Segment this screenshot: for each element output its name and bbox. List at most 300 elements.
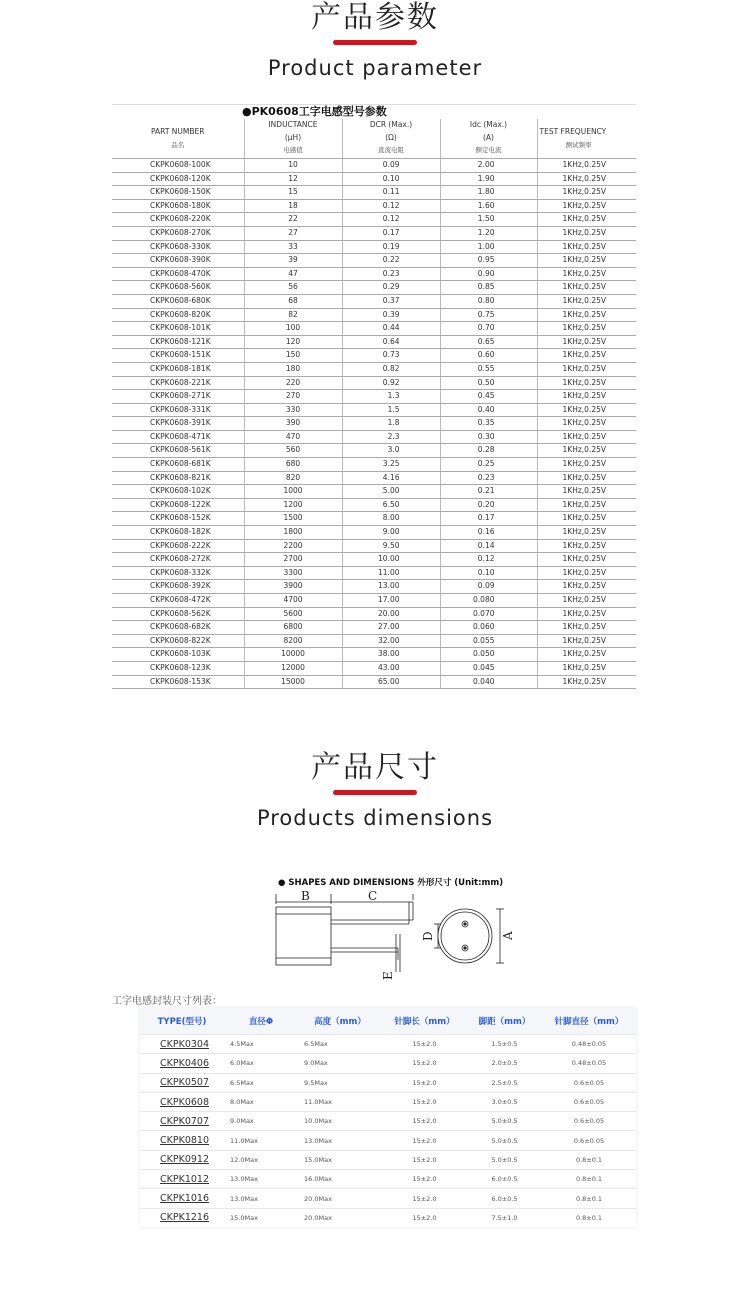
- cell-idc: 1.50: [440, 213, 537, 227]
- cell-inductance: 4700: [244, 594, 342, 608]
- cell-part-number: CKPK0608-123K: [112, 661, 244, 675]
- cell-idc: 0.75: [440, 308, 537, 322]
- table-row: [112, 376, 636, 390]
- header-pin-pitch: 脚距（mm）: [478, 1017, 531, 1027]
- cell-test-frequency: 1KHz,0.25V: [537, 376, 636, 390]
- cell-part-number: CKPK0608-100K: [112, 159, 244, 173]
- cell-idc: 1.90: [440, 172, 537, 186]
- table-row: [140, 1150, 636, 1169]
- drawing-title: ● SHAPES AND DIMENSIONS 外形尺寸 (Unit:mm): [278, 878, 504, 888]
- header-pin-diameter: 针脚直径（mm）: [554, 1017, 624, 1027]
- cell-idc: 0.25: [440, 458, 537, 472]
- cell-test-frequency: 1KHz,0.25V: [537, 458, 636, 472]
- cell-type[interactable]: CKPK0912: [140, 1150, 224, 1169]
- header-en: PART NUMBER: [151, 127, 205, 136]
- cell-inductance: 10: [244, 159, 342, 173]
- cell-pin-length: 15±2.0: [382, 1170, 467, 1189]
- cell-idc: 0.14: [440, 539, 537, 553]
- cell-idc: 0.50: [440, 376, 537, 390]
- cell-idc: 0.20: [440, 498, 537, 512]
- cell-inductance: 27: [244, 226, 342, 240]
- cell-idc: 0.09: [440, 580, 537, 594]
- cell-part-number: CKPK0608-272K: [112, 553, 244, 567]
- cell-part-number: CKPK0608-391K: [112, 417, 244, 431]
- table-row: [112, 322, 636, 336]
- cell-part-number: CKPK0608-820K: [112, 308, 244, 322]
- cell-idc: 0.055: [440, 634, 537, 648]
- dimensions-title-en: Products dimensions: [256, 806, 494, 830]
- cell-part-number: CKPK0608-102K: [112, 485, 244, 499]
- cell-part-number: CKPK0608-470K: [112, 267, 244, 281]
- cell-part-number: CKPK0608-153K: [112, 675, 244, 689]
- cell-part-number: CKPK0608-271K: [112, 390, 244, 404]
- dimensions-section-header: [0, 750, 750, 831]
- dimension-table-header-row: [140, 1008, 636, 1035]
- cell-dcr: 0.64: [342, 335, 440, 349]
- header-idc: [440, 119, 537, 159]
- cell-pin-diameter: 0.8±0.1: [542, 1150, 636, 1169]
- cell-idc: 0.080: [440, 594, 537, 608]
- cell-inductance: 820: [244, 471, 342, 485]
- cell-part-number: CKPK0608-182K: [112, 526, 244, 540]
- cell-height: 20.0Max: [298, 1189, 382, 1208]
- cell-type[interactable]: CKPK1016: [140, 1189, 224, 1208]
- dimension-table-body: [140, 1035, 636, 1227]
- header-en: Idc (Max.): [469, 120, 508, 129]
- cell-dcr: 1.3: [342, 390, 440, 404]
- cell-part-number: CKPK0608-681K: [112, 458, 244, 472]
- table-row: [112, 294, 636, 308]
- cell-pin-length: 15±2.0: [382, 1092, 467, 1111]
- cell-dcr: 9.00: [342, 526, 440, 540]
- header-cn: 电感值: [283, 146, 303, 154]
- cell-part-number: CKPK0608-122K: [112, 498, 244, 512]
- cell-idc: 0.40: [440, 403, 537, 417]
- cell-height: 10.0Max: [298, 1112, 382, 1131]
- cell-idc: 0.28: [440, 444, 537, 458]
- cell-part-number: CKPK0608-103K: [112, 648, 244, 662]
- cell-dcr: 13.00: [342, 580, 440, 594]
- cell-part-number: CKPK0608-332K: [112, 566, 244, 580]
- cell-test-frequency: 1KHz,0.25V: [537, 349, 636, 363]
- header-en: DCR (Max.): [369, 120, 413, 129]
- cell-idc: 0.045: [440, 661, 537, 675]
- table-row: [112, 281, 636, 295]
- cell-dcr: 0.17: [342, 226, 440, 240]
- cell-inductance: 3900: [244, 580, 342, 594]
- cell-inductance: 82: [244, 308, 342, 322]
- table-row: [112, 566, 636, 580]
- cell-test-frequency: 1KHz,0.25V: [537, 226, 636, 240]
- cell-test-frequency: 1KHz,0.25V: [537, 199, 636, 213]
- cell-diameter: 6.0Max: [224, 1054, 298, 1073]
- cell-part-number: CKPK0608-330K: [112, 240, 244, 254]
- table-row: [112, 621, 636, 635]
- cell-idc: 0.060: [440, 621, 537, 635]
- header-unit: (μH): [284, 132, 302, 142]
- cell-pin-length: 15±2.0: [382, 1131, 467, 1150]
- table-row: [112, 226, 636, 240]
- cell-test-frequency: 1KHz,0.25V: [537, 661, 636, 675]
- cell-dcr: 27.00: [342, 621, 440, 635]
- table-row: [112, 213, 636, 227]
- cell-test-frequency: 1KHz,0.25V: [537, 634, 636, 648]
- cell-dcr: 1.8: [342, 417, 440, 431]
- cell-inductance: 100: [244, 322, 342, 336]
- cell-test-frequency: 1KHz,0.25V: [537, 335, 636, 349]
- cell-type[interactable]: CKPK0810: [140, 1131, 224, 1150]
- table-row: [112, 335, 636, 349]
- cell-idc: 0.90: [440, 267, 537, 281]
- dimensions-title-cn: 产品尺寸: [311, 750, 439, 785]
- cell-pin-pitch: 5.0±0.5: [467, 1131, 542, 1150]
- cell-pin-length: 15±2.0: [382, 1189, 467, 1208]
- cell-pin-length: 15±2.0: [382, 1073, 467, 1092]
- cell-type[interactable]: CKPK1216: [140, 1208, 224, 1227]
- cell-height: 9.0Max: [298, 1054, 382, 1073]
- cell-dcr: 0.39: [342, 308, 440, 322]
- cell-dcr: 0.29: [342, 281, 440, 295]
- cell-part-number: CKPK0608-331K: [112, 403, 244, 417]
- header-cn: 测试频率: [565, 140, 592, 149]
- cell-part-number: CKPK0608-822K: [112, 634, 244, 648]
- cell-idc: 0.040: [440, 675, 537, 689]
- table-row: [112, 512, 636, 526]
- header-cn: 品名: [171, 140, 185, 149]
- cell-height: 6.5Max: [298, 1035, 382, 1054]
- cell-inductance: 18: [244, 199, 342, 213]
- cell-dcr: 3.25: [342, 458, 440, 472]
- header-pin-length: 针脚长（mm）: [394, 1017, 455, 1027]
- cell-inductance: 10000: [244, 648, 342, 662]
- table-row: [112, 444, 636, 458]
- table-row: [112, 199, 636, 213]
- header-dcr: [342, 119, 440, 159]
- cell-height: 13.0Max: [298, 1131, 382, 1150]
- cell-dcr: 0.12: [342, 213, 440, 227]
- label-C: C: [368, 889, 378, 903]
- cell-test-frequency: 1KHz,0.25V: [537, 308, 636, 322]
- cell-dcr: 6.50: [342, 498, 440, 512]
- cell-idc: 0.45: [440, 390, 537, 404]
- cell-part-number: CKPK0608-180K: [112, 199, 244, 213]
- cell-idc: 0.23: [440, 471, 537, 485]
- cell-idc: 1.60: [440, 199, 537, 213]
- cell-idc: 0.17: [440, 512, 537, 526]
- cell-pin-pitch: 2.5±0.5: [467, 1073, 542, 1092]
- cell-dcr: 0.73: [342, 349, 440, 363]
- table-row: [112, 308, 636, 322]
- cell-part-number: CKPK0608-390K: [112, 254, 244, 268]
- cell-inductance: 2200: [244, 539, 342, 553]
- parameter-table-header-row: [112, 119, 636, 159]
- cell-pin-pitch: 5.0±0.5: [467, 1112, 542, 1131]
- cell-dcr: 0.22: [342, 254, 440, 268]
- header-test-frequency: [537, 119, 636, 159]
- cell-test-frequency: 1KHz,0.25V: [537, 553, 636, 567]
- cell-part-number: CKPK0608-101K: [112, 322, 244, 336]
- cell-pin-diameter: 0.8±0.1: [542, 1208, 636, 1227]
- cell-test-frequency: 1KHz,0.25V: [537, 526, 636, 540]
- cell-idc: 0.21: [440, 485, 537, 499]
- cell-pin-diameter: 0.8±0.1: [542, 1170, 636, 1189]
- cell-height: 16.0Max: [298, 1170, 382, 1189]
- cell-idc: 0.30: [440, 430, 537, 444]
- cell-diameter: 13.0Max: [224, 1189, 298, 1208]
- cell-test-frequency: 1KHz,0.25V: [537, 498, 636, 512]
- cell-inductance: 680: [244, 458, 342, 472]
- cell-height: 9.5Max: [298, 1073, 382, 1092]
- cell-dcr: 1.5: [342, 403, 440, 417]
- table-row: [112, 485, 636, 499]
- header-type: TYPE(型号): [157, 1017, 207, 1027]
- cell-idc: 0.12: [440, 553, 537, 567]
- cell-test-frequency: 1KHz,0.25V: [537, 566, 636, 580]
- cell-dcr: 3.0: [342, 444, 440, 458]
- label-E: E: [381, 971, 395, 980]
- cell-inductance: 3300: [244, 566, 342, 580]
- cell-test-frequency: 1KHz,0.25V: [537, 186, 636, 200]
- table-row: [112, 254, 636, 268]
- cell-test-frequency: 1KHz,0.25V: [537, 254, 636, 268]
- cell-dcr: 20.00: [342, 607, 440, 621]
- cell-inductance: 1800: [244, 526, 342, 540]
- cell-pin-pitch: 3.0±0.5: [467, 1092, 542, 1111]
- cell-pin-length: 15±2.0: [382, 1208, 467, 1227]
- cell-part-number: CKPK0608-560K: [112, 281, 244, 295]
- cell-inductance: 12000: [244, 661, 342, 675]
- cell-dcr: 0.10: [342, 172, 440, 186]
- cell-pin-pitch: 6.0±0.5: [467, 1170, 542, 1189]
- header-inductance: [244, 119, 342, 159]
- header-part-number: [112, 119, 244, 159]
- cell-part-number: CKPK0608-120K: [112, 172, 244, 186]
- cell-inductance: 560: [244, 444, 342, 458]
- cell-test-frequency: 1KHz,0.25V: [537, 390, 636, 404]
- cell-diameter: 15.0Max: [224, 1208, 298, 1227]
- cell-inductance: 39: [244, 254, 342, 268]
- cell-diameter: 4.5Max: [224, 1035, 298, 1054]
- label-B: B: [301, 889, 310, 903]
- cell-idc: 0.80: [440, 294, 537, 308]
- cell-dcr: 0.09: [342, 159, 440, 173]
- cell-idc: 0.70: [440, 322, 537, 336]
- header-cn: 直流电阻: [378, 146, 404, 154]
- cell-diameter: 8.0Max: [224, 1092, 298, 1111]
- cell-inductance: 22: [244, 213, 342, 227]
- cell-pin-length: 15±2.0: [382, 1035, 467, 1054]
- cell-pin-diameter: 0.48±0.05: [542, 1054, 636, 1073]
- table-row: [112, 526, 636, 540]
- cell-inductance: 1000: [244, 485, 342, 499]
- cell-dcr: 0.44: [342, 322, 440, 336]
- cell-inductance: 33: [244, 240, 342, 254]
- cell-idc: 0.10: [440, 566, 537, 580]
- cell-pin-diameter: 0.8±0.1: [542, 1189, 636, 1208]
- cell-idc: 1.20: [440, 226, 537, 240]
- cell-dcr: 32.00: [342, 634, 440, 648]
- cell-part-number: CKPK0608-181K: [112, 362, 244, 376]
- inductor-body: [276, 907, 331, 965]
- table-row: [112, 390, 636, 404]
- header-en: INDUCTANCE: [268, 120, 318, 129]
- cell-inductance: 1200: [244, 498, 342, 512]
- cell-test-frequency: 1KHz,0.25V: [537, 417, 636, 431]
- cell-inductance: 150: [244, 349, 342, 363]
- table-row: [140, 1170, 636, 1189]
- parameter-table-title: ●PK0608工字电感型号参数: [112, 104, 636, 119]
- table-row: [140, 1092, 636, 1111]
- parameter-table: [112, 119, 636, 689]
- cell-inductance: 47: [244, 267, 342, 281]
- table-row: [112, 648, 636, 662]
- cell-part-number: CKPK0608-222K: [112, 539, 244, 553]
- cell-dcr: 0.82: [342, 362, 440, 376]
- cell-part-number: CKPK0608-561K: [112, 444, 244, 458]
- dimension-drawing: [268, 872, 528, 982]
- cell-diameter: 12.0Max: [224, 1150, 298, 1169]
- table-row: [140, 1189, 636, 1208]
- cell-part-number: CKPK0608-152K: [112, 512, 244, 526]
- table-row: [112, 580, 636, 594]
- cell-part-number: CKPK0608-682K: [112, 621, 244, 635]
- cell-diameter: 13.0Max: [224, 1170, 298, 1189]
- cell-inductance: 1500: [244, 512, 342, 526]
- cell-idc: 0.55: [440, 362, 537, 376]
- table-row: [112, 539, 636, 553]
- cell-part-number: CKPK0608-680K: [112, 294, 244, 308]
- parameter-table-body: [112, 159, 636, 689]
- cell-pin-length: 15±2.0: [382, 1150, 467, 1169]
- cell-part-number: CKPK0608-392K: [112, 580, 244, 594]
- cell-dcr: 0.12: [342, 199, 440, 213]
- red-underline: [333, 40, 417, 45]
- header-unit: (A): [483, 132, 494, 142]
- cell-test-frequency: 1KHz,0.25V: [537, 362, 636, 376]
- cell-inductance: 56: [244, 281, 342, 295]
- cell-test-frequency: 1KHz,0.25V: [537, 621, 636, 635]
- parameter-title-cn: 产品参数: [311, 0, 439, 35]
- table-row: [112, 607, 636, 621]
- table-row: [112, 240, 636, 254]
- dimension-table-container: [140, 1008, 636, 1227]
- table-row: [112, 159, 636, 173]
- cell-dcr: 0.37: [342, 294, 440, 308]
- cell-idc: 2.00: [440, 159, 537, 173]
- parameter-title-en: Product parameter: [267, 56, 483, 80]
- cell-test-frequency: 1KHz,0.25V: [537, 485, 636, 499]
- parameter-table-container: [112, 104, 636, 689]
- cell-pin-diameter: 0.6±0.05: [542, 1073, 636, 1092]
- cell-part-number: CKPK0608-151K: [112, 349, 244, 363]
- cell-type[interactable]: CKPK0406: [140, 1054, 224, 1073]
- cell-height: 11.0Max: [298, 1092, 382, 1111]
- cell-pin-pitch: 7.5±1.0: [467, 1208, 542, 1227]
- cell-type[interactable]: CKPK0707: [140, 1112, 224, 1131]
- header-diameter: 直径Φ: [248, 1017, 274, 1027]
- cell-diameter: 9.0Max: [224, 1112, 298, 1131]
- cell-diameter: 6.5Max: [224, 1073, 298, 1092]
- cell-part-number: CKPK0608-471K: [112, 430, 244, 444]
- cell-idc: 1.80: [440, 186, 537, 200]
- cell-part-number: CKPK0608-270K: [112, 226, 244, 240]
- cell-dcr: 4.16: [342, 471, 440, 485]
- cell-dcr: 38.00: [342, 648, 440, 662]
- table-row: [140, 1035, 636, 1054]
- cell-pin-pitch: 2.0±0.5: [467, 1054, 542, 1073]
- cell-test-frequency: 1KHz,0.25V: [537, 172, 636, 186]
- table-row: [140, 1073, 636, 1092]
- cell-test-frequency: 1KHz,0.25V: [537, 594, 636, 608]
- table-row: [112, 471, 636, 485]
- dimension-table-caption: 工字电感封装尺寸列表：: [112, 996, 222, 1007]
- cell-dcr: 8.00: [342, 512, 440, 526]
- header-cn: 额定电流: [475, 146, 502, 154]
- cell-test-frequency: 1KHz,0.25V: [537, 159, 636, 173]
- header-height: 高度（mm）: [314, 1017, 366, 1027]
- cell-type[interactable]: CKPK0304: [140, 1035, 224, 1054]
- cell-inductance: 390: [244, 417, 342, 431]
- cell-inductance: 5600: [244, 607, 342, 621]
- cell-test-frequency: 1KHz,0.25V: [537, 213, 636, 227]
- table-row: [112, 172, 636, 186]
- cell-dcr: 2.3: [342, 430, 440, 444]
- inductor-end-view: [438, 909, 492, 963]
- cell-inductance: 330: [244, 403, 342, 417]
- cell-dcr: 10.00: [342, 553, 440, 567]
- table-row: [112, 458, 636, 472]
- table-row: [140, 1208, 636, 1227]
- cell-test-frequency: 1KHz,0.25V: [537, 294, 636, 308]
- table-row: [112, 362, 636, 376]
- cell-pin-length: 15±2.0: [382, 1054, 467, 1073]
- cell-type[interactable]: CKPK0608: [140, 1092, 224, 1111]
- cell-dcr: 17.00: [342, 594, 440, 608]
- cell-dcr: 65.00: [342, 675, 440, 689]
- table-row: [112, 430, 636, 444]
- cell-idc: 1.00: [440, 240, 537, 254]
- cell-dcr: 0.19: [342, 240, 440, 254]
- cell-test-frequency: 1KHz,0.25V: [537, 539, 636, 553]
- cell-pin-diameter: 0.6±0.05: [542, 1131, 636, 1150]
- cell-test-frequency: 1KHz,0.25V: [537, 675, 636, 689]
- cell-pin-pitch: 6.0±0.5: [467, 1189, 542, 1208]
- cell-inductance: 8200: [244, 634, 342, 648]
- cell-dcr: 43.00: [342, 661, 440, 675]
- cell-pin-diameter: 0.48±0.05: [542, 1035, 636, 1054]
- label-D: D: [421, 931, 435, 941]
- header-unit: (Ω): [385, 132, 397, 142]
- cell-test-frequency: 1KHz,0.25V: [537, 512, 636, 526]
- cell-diameter: 11.0Max: [224, 1131, 298, 1150]
- table-row: [112, 349, 636, 363]
- cell-test-frequency: 1KHz,0.25V: [537, 403, 636, 417]
- cell-dcr: 11.00: [342, 566, 440, 580]
- cell-inductance: 220: [244, 376, 342, 390]
- cell-inductance: 12: [244, 172, 342, 186]
- cell-type[interactable]: CKPK0507: [140, 1073, 224, 1092]
- cell-test-frequency: 1KHz,0.25V: [537, 471, 636, 485]
- cell-part-number: CKPK0608-562K: [112, 607, 244, 621]
- cell-part-number: CKPK0608-220K: [112, 213, 244, 227]
- cell-inductance: 180: [244, 362, 342, 376]
- cell-test-frequency: 1KHz,0.25V: [537, 267, 636, 281]
- table-row: [112, 675, 636, 689]
- cell-dcr: 5.00: [342, 485, 440, 499]
- cell-type[interactable]: CKPK1012: [140, 1170, 224, 1189]
- cell-test-frequency: 1KHz,0.25V: [537, 240, 636, 254]
- cell-inductance: 15: [244, 186, 342, 200]
